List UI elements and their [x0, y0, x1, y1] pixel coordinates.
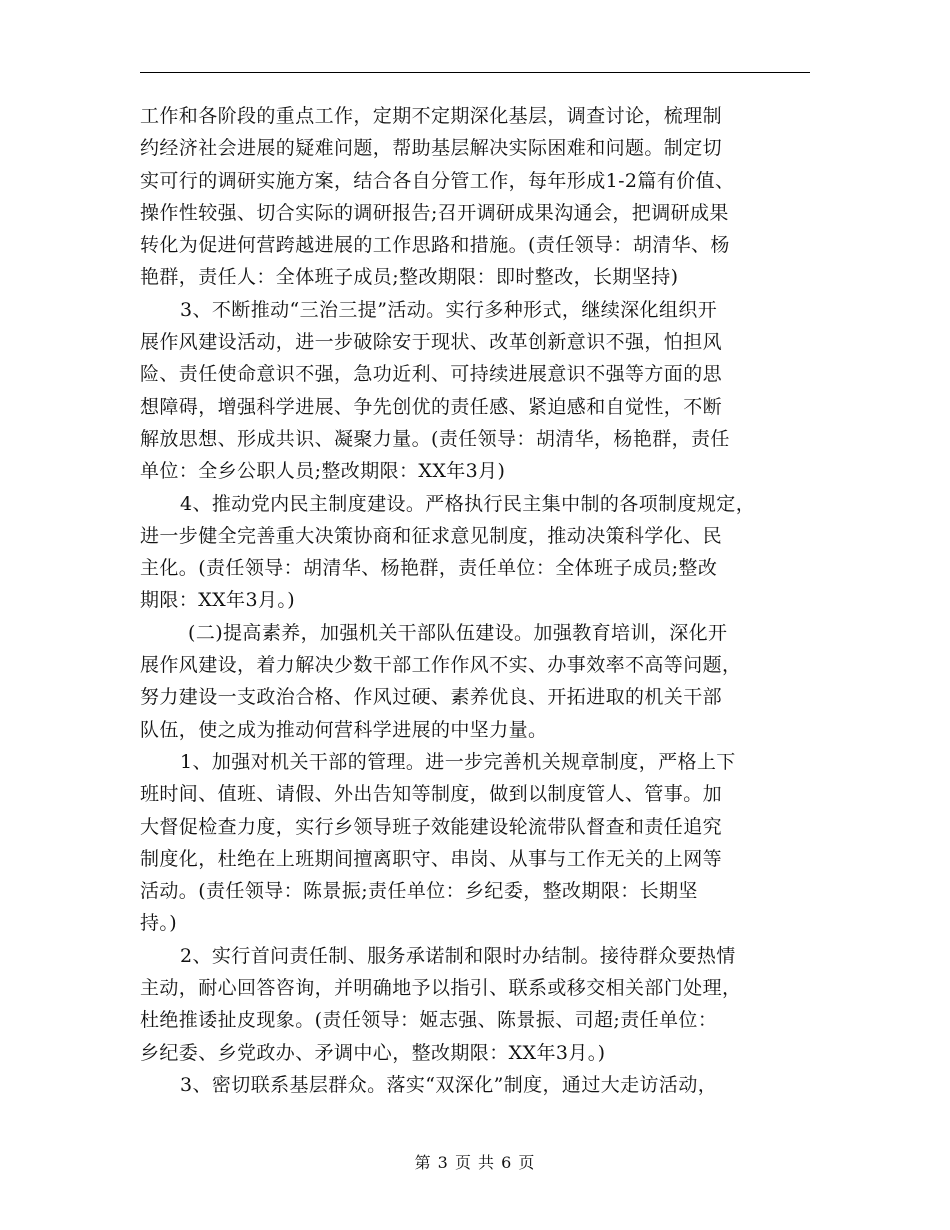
text-line: 努力建设一支政治合格、作风过硬、素养优良、开拓进取的机关干部 — [140, 686, 723, 709]
text-line: 主化。(责任领导：胡清华、杨艳群，责任单位：全体班子成员;整改 — [140, 557, 718, 580]
text-line: 约经济社会进展的疑难问题，帮助基层解决实际困难和问题。制定切 — [140, 137, 723, 160]
text-line: 实可行的调研实施方案，结合各自分管工作，每年形成1-2篇有价值、 — [140, 169, 735, 192]
text-line: 险、责任使命意识不强，急功近利、可持续进展意识不强等方面的思 — [140, 363, 723, 386]
text-line: (二)提高素养，加强机关干部队伍建设。加强教育培训，深化开 — [188, 621, 728, 644]
text-line: 解放思想、形成共识、凝聚力量。(责任领导：胡清华，杨艳群，责任 — [140, 427, 730, 450]
header-rule — [140, 72, 810, 73]
text-line: 3、密切联系基层群众。落实“双深化”制度，通过大走访活动， — [180, 1073, 718, 1096]
text-line: 期限：XX年3月。) — [140, 589, 296, 612]
text-line: 制度化，杜绝在上班期间擅离职守、串岗、从事与工作无关的上网等 — [140, 847, 723, 870]
text-line: 乡纪委、乡党政办、矛调中心，整改期限：XX年3月。) — [140, 1041, 606, 1064]
page-footer: 第 3 页 共 6 页 — [414, 1153, 536, 1172]
text-line: 活动。(责任领导：陈景振;责任单位：乡纪委，整改期限：长期坚 — [140, 880, 698, 903]
text-line: 大督促检查力度，实行乡领导班子效能建设轮流带队督查和责任追究 — [140, 815, 723, 838]
text-line: 展作风建设，着力解决少数干部工作作风不实、办事效率不高等问题， — [140, 654, 742, 677]
text-line: 展作风建设活动，进一步破除安于现状、改革创新意识不强，怕担风 — [140, 331, 723, 354]
text-line: 艳群，责任人：全体班子成员;整改期限：即时整改，长期坚持) — [140, 266, 679, 289]
text-line: 操作性较强、切合实际的调研报告;召开调研成果沟通会，把调研成果 — [140, 201, 729, 224]
text-line: 3、不断推动“三治三提”活动。实行多种形式，继续深化组织开 — [180, 298, 718, 321]
text-line: 转化为促进何营跨越进展的工作思路和措施。(责任领导：胡清华、杨 — [140, 234, 730, 257]
text-line: 单位：全乡公职人员;整改期限：XX年3月) — [140, 460, 506, 483]
text-line: 工作和各阶段的重点工作，定期不定期深化基层，调查讨论，梳理制 — [140, 105, 723, 127]
text-line: 想障碍，增强科学进展、争先创优的责任感、紧迫感和自觉性，不断 — [140, 395, 723, 418]
text-line: 主动，耐心回答咨询，并明确地予以指引、联系或移交相关部门处理， — [140, 977, 742, 1000]
text-line: 4、推动党内民主制度建设。严格执行民主集中制的各项制度规定， — [180, 492, 756, 515]
text-line: 队伍，使之成为推动何营科学进展的中坚力量。 — [140, 718, 548, 741]
text-line: 持。) — [140, 912, 178, 935]
text-line: 进一步健全完善重大决策协商和征求意见制度，推动决策科学化、民 — [140, 524, 723, 547]
text-line: 2、实行首问责任制、服务承诺制和限时办结制。接待群众要热情 — [180, 944, 736, 967]
text-line: 班时间、值班、请假、外出告知等制度，做到以制度管人、管事。加 — [140, 783, 723, 806]
document-body — [140, 100, 820, 1101]
text-line: 1、加强对机关干部的管理。进一步完善机关规章制度，严格上下 — [180, 750, 736, 773]
text-line: 杜绝推诿扯皮现象。(责任领导：姬志强、陈景振、司超;责任单位： — [140, 1009, 718, 1032]
